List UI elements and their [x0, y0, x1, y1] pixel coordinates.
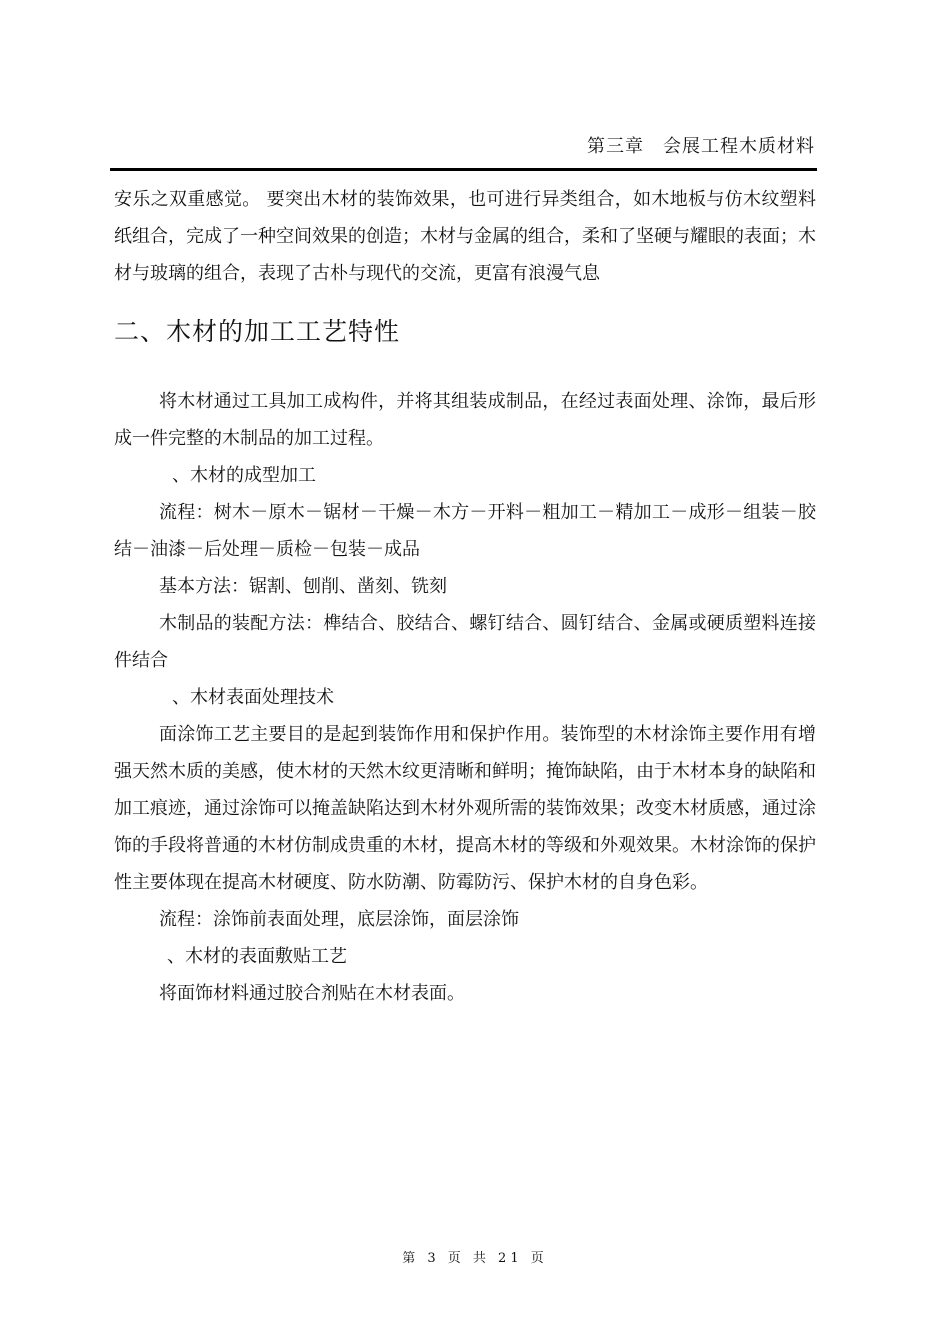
paragraph-coating-process: 流程：涂饰前表面处理，底层涂饰，面层涂饰 [159, 909, 519, 930]
paragraph-forming-process: 流程：树木－原木－锯材－干燥－木方－开料－粗加工－精加工－成形－组装－胶结－油漆－后处理－质检－包装－成品 [114, 502, 816, 560]
subheading-forming: 、木材的成型加工 [172, 465, 316, 486]
paragraph-veneer: 将面饰材料通过胶合剂贴在木材表面。 [159, 983, 465, 1004]
paragraph-overview: 将木材通过工具加工成构件，并将其组装成制品，在经过表面处理、涂饰，最后形成一件完整的木制品的加工过程。 [114, 391, 816, 449]
chapter-header: 第三章 会展工程木质材料 [587, 136, 815, 157]
header-divider [110, 168, 817, 171]
paragraph-coating: 面涂饰工艺主要目的是起到装饰作用和保护作用。装饰型的木材涂饰主要作用有增强天然木质的美感，使木材的天然木纹更清晰和鲜明；掩饰缺陷，由于木材本身的缺陷和加工痕迹，通过涂饰可以掩盖缺陷达到木材外观所需的装饰效果；改变木材质感，通过涂饰的手段将普通的木材仿制成贵重的木材，提高木材的等级和外观效果。木材涂饰的保护性主要体现在提高木材硬度、防水防潮、防霉防污、保护木材的自身色彩。 [114, 724, 816, 893]
section-body [114, 383, 816, 1012]
paragraph-assembly-methods: 木制品的装配方法：榫结合、胶结合、螺钉结合、圆钉结合、金属或硬质塑料连接件结合 [114, 613, 816, 671]
intro-paragraph-block [114, 181, 816, 292]
intro-paragraph: 安乐之双重感觉。 要突出木材的装饰效果，也可进行异类组合，如木地板与仿木纹塑料纸组合，完成了一种空间效果的创造；木材与金属的组合，柔和了坚硬与耀眼的表面；木材与玻璃的组合，表现了古朴与现代的交流，更富有浪漫气息 [114, 189, 816, 284]
page-number: 第 3 页 共 21 页 [402, 1251, 548, 1266]
paragraph-basic-methods: 基本方法：锯割、刨削、凿刻、铣刻 [159, 576, 447, 597]
subheading-veneer: 、木材的表面敷贴工艺 [167, 946, 347, 967]
subheading-surface-treatment: 、木材表面处理技术 [172, 687, 334, 708]
section-heading: 二、木材的加工工艺特性 [114, 317, 401, 346]
